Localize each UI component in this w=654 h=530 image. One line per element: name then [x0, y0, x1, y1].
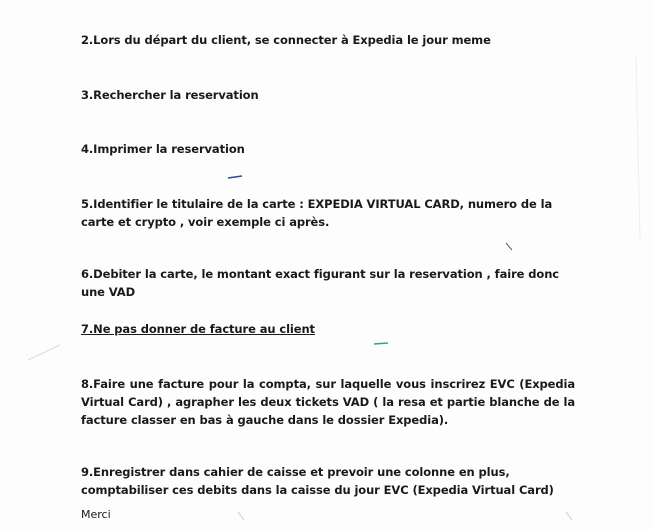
scan-smudge-left [28, 345, 60, 360]
step-4: 4.Imprimer la reservation [81, 142, 245, 156]
closing-text: Merci [81, 508, 111, 521]
step-2: 2.Lors du départ du client, se connecter à Expedia le jour meme [81, 33, 491, 47]
step-6: 6.Debiter la carte, le montant exact figurant sur la reservation , faire donc une VAD [81, 267, 560, 299]
stray-mark [506, 243, 512, 250]
pen-mark-blue [228, 176, 242, 178]
stray-mark-bottom [238, 512, 244, 520]
step-5: 5.Identifier le titulaire de la carte : EXPEDIA VIRTUAL CARD, numero de la carte et crypto , voir exemple ci après. [81, 197, 553, 229]
step-7: 7.Ne pas donner de facture au client [81, 322, 315, 336]
stray-mark-bottom-right [566, 512, 572, 520]
step-9: 9.Enregistrer dans cahier de caisse et prevoir une colonne en plus, comptabiliser ces debits dans la caisse du jour EVC (Expedia Virtual Card) [81, 465, 554, 497]
step-8: 8.Faire une facture pour la compta, sur laquelle vous inscrirez EVC (Expedia Virtual Card) , agrapher les deux tickets VAD ( la resa et partie blanche de la facture classer en bas à gauche dans le dossier Expedia). [81, 377, 575, 427]
pen-mark-teal [374, 343, 388, 344]
step-3: 3.Rechercher la reservation [81, 88, 259, 102]
scan-edge-right [636, 55, 640, 240]
